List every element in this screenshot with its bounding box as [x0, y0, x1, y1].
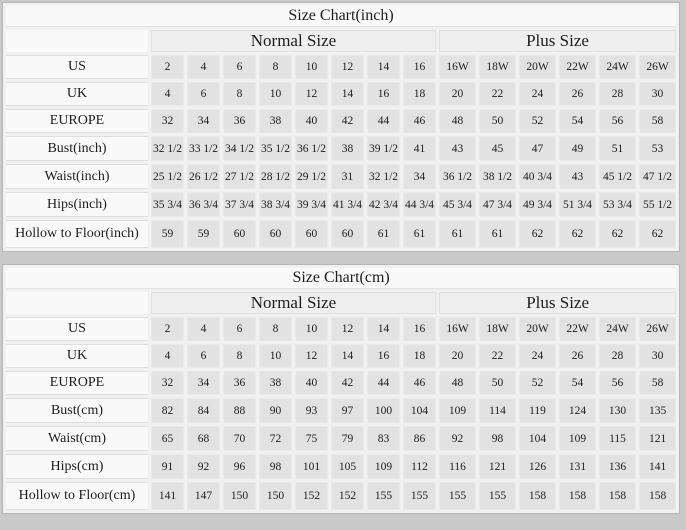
- group-header-normal-size: Normal Size: [151, 292, 436, 314]
- size-cell: 18W: [479, 55, 516, 79]
- size-cell: 12: [295, 82, 328, 106]
- size-cell: 16: [367, 344, 400, 368]
- size-cell: 10: [295, 317, 328, 341]
- size-cell: 26W: [639, 55, 676, 79]
- size-cell: 32 1/2: [367, 164, 400, 189]
- size-cell: 61: [439, 220, 476, 248]
- size-cell: 33 1/2: [187, 136, 220, 161]
- size-cell: 158: [599, 482, 636, 510]
- row-label: UK: [6, 344, 148, 368]
- size-cell: 68: [187, 426, 220, 451]
- size-cell: 58: [639, 109, 676, 133]
- size-cell: 26 1/2: [187, 164, 220, 189]
- size-cell: 109: [559, 426, 596, 451]
- size-cell: 36: [223, 109, 256, 133]
- table-row: [6, 164, 676, 189]
- size-cell: 38 3/4: [259, 192, 292, 217]
- size-cell: 14: [367, 317, 400, 341]
- size-cell: 158: [639, 482, 676, 510]
- size-cell: 51 3/4: [559, 192, 596, 217]
- size-cell: 92: [439, 426, 476, 451]
- size-cell: 22: [479, 82, 516, 106]
- size-cell: 54: [559, 109, 596, 133]
- row-label: Bust(inch): [6, 136, 148, 161]
- size-cell: 31: [331, 164, 364, 189]
- size-cell: 26: [559, 82, 596, 106]
- size-cell: 121: [479, 454, 516, 479]
- size-cell: 30: [639, 82, 676, 106]
- size-cell: 93: [295, 398, 328, 423]
- table-row: [6, 136, 676, 161]
- size-cell: 155: [367, 482, 400, 510]
- size-cell: 70: [223, 426, 256, 451]
- size-cell: 61: [367, 220, 400, 248]
- group-header-normal-size: Normal Size: [151, 30, 436, 52]
- size-cell: 141: [639, 454, 676, 479]
- size-cell: 65: [151, 426, 184, 451]
- size-cell: 62: [599, 220, 636, 248]
- size-cell: 114: [479, 398, 516, 423]
- size-cell: 22: [479, 344, 516, 368]
- size-cell: 6: [223, 317, 256, 341]
- table-row: [6, 482, 676, 510]
- size-cell: 22W: [559, 55, 596, 79]
- size-cell: 42 3/4: [367, 192, 400, 217]
- size-cell: 100: [367, 398, 400, 423]
- size-cell: 34: [187, 371, 220, 395]
- size-cell: 41 3/4: [331, 192, 364, 217]
- size-cell: 46: [403, 371, 436, 395]
- size-cell: 158: [519, 482, 556, 510]
- size-cell: 62: [639, 220, 676, 248]
- row-label: Hollow to Floor(cm): [6, 482, 148, 510]
- chart-title: Size Chart(inch): [6, 6, 676, 27]
- size-cell: 25 1/2: [151, 164, 184, 189]
- row-label: Hips(inch): [6, 192, 148, 217]
- table-row: [6, 317, 676, 341]
- size-cell: 36: [223, 371, 256, 395]
- size-cell: 14: [331, 82, 364, 106]
- chart-title: Size Chart(cm): [6, 268, 676, 289]
- size-cell: 141: [151, 482, 184, 510]
- row-label: Hips(cm): [6, 454, 148, 479]
- size-cell: 49: [559, 136, 596, 161]
- size-cell: 56: [599, 109, 636, 133]
- size-cell: 90: [259, 398, 292, 423]
- size-cell: 112: [403, 454, 436, 479]
- size-cell: 36 1/2: [295, 136, 328, 161]
- size-cell: 60: [331, 220, 364, 248]
- size-cell: 62: [559, 220, 596, 248]
- table-row: [6, 192, 676, 217]
- size-cell: 36 1/2: [439, 164, 476, 189]
- size-cell: 30: [639, 344, 676, 368]
- size-cell: 2: [151, 55, 184, 79]
- table-row: [6, 371, 676, 395]
- size-chart-inch-table: [2, 2, 680, 252]
- size-cell: 53: [639, 136, 676, 161]
- size-cell: 155: [403, 482, 436, 510]
- size-cell: 97: [331, 398, 364, 423]
- size-cell: 8: [223, 82, 256, 106]
- size-cell: 45: [479, 136, 516, 161]
- size-cell: 104: [403, 398, 436, 423]
- size-cell: 155: [479, 482, 516, 510]
- size-cell: 104: [519, 426, 556, 451]
- table-row: [6, 220, 676, 248]
- table-row: [6, 398, 676, 423]
- size-cell: 14: [367, 55, 400, 79]
- size-cell: 8: [223, 344, 256, 368]
- size-cell: 12: [295, 344, 328, 368]
- size-cell: 44: [367, 371, 400, 395]
- chart-title-row: [6, 268, 676, 289]
- size-cell: 40 3/4: [519, 164, 556, 189]
- size-cell: 46: [403, 109, 436, 133]
- size-cell: 18: [403, 82, 436, 106]
- size-cell: 61: [403, 220, 436, 248]
- size-cell: 152: [331, 482, 364, 510]
- size-cell: 56: [599, 371, 636, 395]
- size-cell: 14: [331, 344, 364, 368]
- size-cell: 29 1/2: [295, 164, 328, 189]
- size-cell: 6: [223, 55, 256, 79]
- size-cell: 101: [295, 454, 328, 479]
- size-cell: 130: [599, 398, 636, 423]
- row-label: Bust(cm): [6, 398, 148, 423]
- size-cell: 16: [367, 82, 400, 106]
- row-label: Hollow to Floor(inch): [6, 220, 148, 248]
- size-cell: 28 1/2: [259, 164, 292, 189]
- size-cell: 18: [403, 344, 436, 368]
- size-cell: 50: [479, 109, 516, 133]
- row-label: US: [6, 317, 148, 341]
- size-cell: 59: [187, 220, 220, 248]
- table-row: [6, 82, 676, 106]
- size-cell: 12: [331, 317, 364, 341]
- size-cell: 84: [187, 398, 220, 423]
- size-cell: 60: [295, 220, 328, 248]
- size-cell: 150: [223, 482, 256, 510]
- size-cell: 12: [331, 55, 364, 79]
- row-label: Waist(inch): [6, 164, 148, 189]
- table-row: [6, 55, 676, 79]
- chart-title-row: [6, 6, 676, 27]
- size-cell: 152: [295, 482, 328, 510]
- size-cell: 20: [439, 344, 476, 368]
- size-cell: 6: [187, 344, 220, 368]
- size-cell: 26W: [639, 317, 676, 341]
- size-cell: 58: [639, 371, 676, 395]
- row-label: Waist(cm): [6, 426, 148, 451]
- size-cell: 50: [479, 371, 516, 395]
- size-cell: 34 1/2: [223, 136, 256, 161]
- size-cell: 35 3/4: [151, 192, 184, 217]
- size-cell: 16W: [439, 317, 476, 341]
- size-cell: 75: [295, 426, 328, 451]
- group-header-row: [6, 292, 676, 314]
- group-header-plus-size: Plus Size: [439, 30, 676, 52]
- size-cell: 26: [559, 344, 596, 368]
- size-cell: 82: [151, 398, 184, 423]
- size-cell: 20: [439, 82, 476, 106]
- size-cell: 109: [367, 454, 400, 479]
- size-cell: 47 1/2: [639, 164, 676, 189]
- size-cell: 109: [439, 398, 476, 423]
- size-cell: 51: [599, 136, 636, 161]
- size-cell: 38 1/2: [479, 164, 516, 189]
- size-cell: 39 1/2: [367, 136, 400, 161]
- size-cell: 126: [519, 454, 556, 479]
- size-cell: 131: [559, 454, 596, 479]
- size-cell: 96: [223, 454, 256, 479]
- size-cell: 34: [187, 109, 220, 133]
- size-cell: 115: [599, 426, 636, 451]
- size-cell: 121: [639, 426, 676, 451]
- corner-cell: [6, 292, 148, 314]
- size-cell: 59: [151, 220, 184, 248]
- size-cell: 20W: [519, 317, 556, 341]
- size-cell: 40: [295, 109, 328, 133]
- row-label: EUROPE: [6, 371, 148, 395]
- table-row: [6, 344, 676, 368]
- size-cell: 20W: [519, 55, 556, 79]
- table-row: [6, 109, 676, 133]
- size-cell: 47 3/4: [479, 192, 516, 217]
- size-cell: 4: [151, 344, 184, 368]
- corner-cell: [6, 30, 148, 52]
- size-cell: 10: [259, 344, 292, 368]
- group-header-plus-size: Plus Size: [439, 292, 676, 314]
- size-cell: 36 3/4: [187, 192, 220, 217]
- size-cell: 18W: [479, 317, 516, 341]
- size-cell: 38: [331, 136, 364, 161]
- size-cell: 61: [479, 220, 516, 248]
- size-cell: 10: [295, 55, 328, 79]
- size-cell: 44: [367, 109, 400, 133]
- size-cell: 28: [599, 82, 636, 106]
- group-header-row: [6, 30, 676, 52]
- size-cell: 79: [331, 426, 364, 451]
- size-cell: 24W: [599, 317, 636, 341]
- size-cell: 6: [187, 82, 220, 106]
- size-cell: 135: [639, 398, 676, 423]
- size-cell: 98: [259, 454, 292, 479]
- size-cell: 72: [259, 426, 292, 451]
- size-cell: 119: [519, 398, 556, 423]
- size-cell: 28: [599, 344, 636, 368]
- size-cell: 43: [439, 136, 476, 161]
- size-cell: 42: [331, 109, 364, 133]
- size-cell: 45 3/4: [439, 192, 476, 217]
- size-cell: 22W: [559, 317, 596, 341]
- size-cell: 47: [519, 136, 556, 161]
- size-cell: 42: [331, 371, 364, 395]
- table-row: [6, 454, 676, 479]
- size-cell: 40: [295, 371, 328, 395]
- size-cell: 37 3/4: [223, 192, 256, 217]
- size-cell: 98: [479, 426, 516, 451]
- size-cell: 24W: [599, 55, 636, 79]
- table-row: [6, 426, 676, 451]
- size-cell: 4: [187, 317, 220, 341]
- size-cell: 49 3/4: [519, 192, 556, 217]
- size-cell: 60: [223, 220, 256, 248]
- size-cell: 52: [519, 109, 556, 133]
- size-cell: 39 3/4: [295, 192, 328, 217]
- size-cell: 8: [259, 317, 292, 341]
- size-cell: 54: [559, 371, 596, 395]
- size-cell: 43: [559, 164, 596, 189]
- size-cell: 4: [151, 82, 184, 106]
- size-cell: 38: [259, 109, 292, 133]
- size-cell: 52: [519, 371, 556, 395]
- size-cell: 53 3/4: [599, 192, 636, 217]
- size-cell: 155: [439, 482, 476, 510]
- row-label: EUROPE: [6, 109, 148, 133]
- size-cell: 92: [187, 454, 220, 479]
- size-cell: 136: [599, 454, 636, 479]
- size-cell: 34: [403, 164, 436, 189]
- size-cell: 48: [439, 371, 476, 395]
- size-cell: 158: [559, 482, 596, 510]
- size-cell: 41: [403, 136, 436, 161]
- size-cell: 124: [559, 398, 596, 423]
- size-cell: 55 1/2: [639, 192, 676, 217]
- size-cell: 116: [439, 454, 476, 479]
- size-cell: 105: [331, 454, 364, 479]
- size-cell: 38: [259, 371, 292, 395]
- size-cell: 86: [403, 426, 436, 451]
- size-cell: 35 1/2: [259, 136, 292, 161]
- row-label: US: [6, 55, 148, 79]
- size-cell: 150: [259, 482, 292, 510]
- size-cell: 16: [403, 55, 436, 79]
- size-cell: 24: [519, 344, 556, 368]
- size-cell: 83: [367, 426, 400, 451]
- size-cell: 24: [519, 82, 556, 106]
- size-cell: 45 1/2: [599, 164, 636, 189]
- size-cell: 32 1/2: [151, 136, 184, 161]
- size-cell: 44 3/4: [403, 192, 436, 217]
- size-cell: 8: [259, 55, 292, 79]
- size-cell: 32: [151, 371, 184, 395]
- size-cell: 32: [151, 109, 184, 133]
- size-cell: 4: [187, 55, 220, 79]
- size-cell: 27 1/2: [223, 164, 256, 189]
- size-cell: 48: [439, 109, 476, 133]
- size-cell: 2: [151, 317, 184, 341]
- size-cell: 62: [519, 220, 556, 248]
- size-cell: 16W: [439, 55, 476, 79]
- size-chart-cm-table: [2, 264, 680, 514]
- size-cell: 10: [259, 82, 292, 106]
- size-cell: 91: [151, 454, 184, 479]
- size-cell: 147: [187, 482, 220, 510]
- size-cell: 60: [259, 220, 292, 248]
- size-cell: 88: [223, 398, 256, 423]
- size-cell: 16: [403, 317, 436, 341]
- row-label: UK: [6, 82, 148, 106]
